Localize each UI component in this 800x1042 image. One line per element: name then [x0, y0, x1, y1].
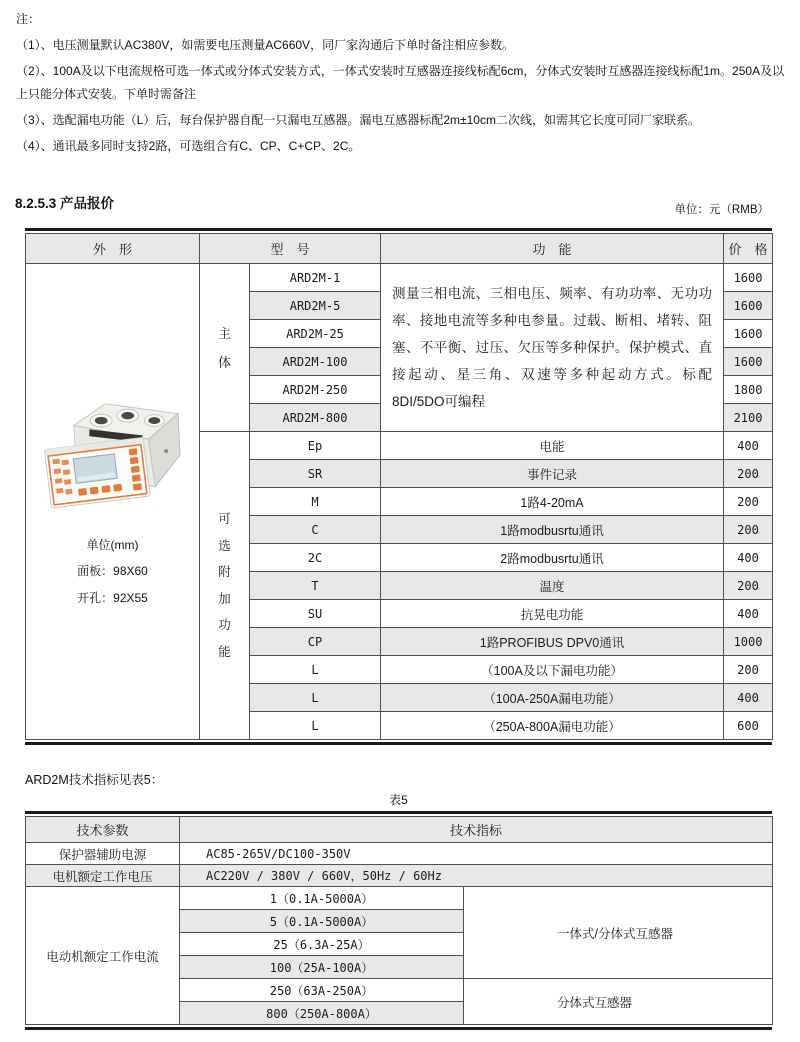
- dimension-unit: 单位(mm): [86, 537, 139, 552]
- model-cell: ARD2M-25: [250, 320, 381, 348]
- price-cell: 1600: [724, 348, 773, 376]
- model-cell: Ep: [250, 432, 381, 460]
- price-cell: 1000: [724, 628, 773, 656]
- group-label-optional-cell: [200, 432, 250, 740]
- price-table-header-row: [26, 234, 773, 264]
- param-cell: 保护器辅助电源: [26, 843, 180, 865]
- price-cell: 200: [724, 460, 773, 488]
- shape-cell: [26, 264, 200, 740]
- model-cell: ARD2M-1: [250, 264, 381, 292]
- param-cell: 电机额定工作电压: [26, 865, 180, 887]
- model-cell: L: [250, 712, 381, 740]
- current-value-cell: 250（63A-250A）: [180, 979, 464, 1002]
- current-label-cell: 电动机额定工作电流: [26, 887, 180, 1025]
- spec-table-wrapper: [25, 811, 772, 1030]
- price-cell: 400: [724, 600, 773, 628]
- price-cell: 400: [724, 684, 773, 712]
- col-header-model: 型 号: [200, 234, 381, 264]
- price-cell: 400: [724, 544, 773, 572]
- spec-table: [25, 816, 773, 1025]
- price-cell: 1600: [724, 320, 773, 348]
- price-table-wrapper: [25, 228, 772, 745]
- dimension-panel: 面板：98X60: [77, 564, 148, 579]
- function-cell: 1路PROFIBUS DPV0通讯: [381, 628, 724, 656]
- col-header-function: 功 能: [381, 234, 724, 264]
- group-label-main: 主体: [217, 325, 231, 370]
- model-cell: T: [250, 572, 381, 600]
- col-header-price: 价 格: [724, 234, 773, 264]
- price-cell: 600: [724, 712, 773, 740]
- current-value-cell: 100（25A-100A）: [180, 956, 464, 979]
- note-line: （1）、电压测量默认AC380V，如需要电压测量AC660V，同厂家沟通后下单时备注相应参数。: [16, 38, 515, 52]
- col-header-value: 技术指标: [180, 817, 773, 843]
- model-cell: SU: [250, 600, 381, 628]
- notes-block: [16, 8, 786, 158]
- group-label-main-cell: [200, 264, 250, 432]
- table-row: [26, 264, 773, 292]
- table-row: [26, 887, 773, 910]
- group-label-optional: 可选附加功能: [218, 512, 231, 659]
- note-line: （4）、通讯最多同时支持2路，可选组合有C、CP、C+CP、2C。: [16, 139, 361, 153]
- model-cell: M: [250, 488, 381, 516]
- model-cell: L: [250, 656, 381, 684]
- function-cell: 1路4-20mA: [381, 488, 724, 516]
- col-header-param: 技术参数: [26, 817, 180, 843]
- product-photo: [44, 394, 182, 516]
- transformer-group-cell: 分体式互感器: [464, 979, 773, 1025]
- note-line: （3）、选配漏电功能（L）后，每台保护器自配一只漏电互感器。漏电互感器标配2m±10cm二次线，如需其它长度可同厂家联系。: [16, 113, 700, 127]
- dimensions-block: [26, 532, 199, 612]
- current-value-cell: 5（0.1A-5000A）: [180, 910, 464, 933]
- model-cell: ARD2M-5: [250, 292, 381, 320]
- section-heading: 8.2.5.3 产品报价: [15, 196, 115, 211]
- model-cell: L: [250, 684, 381, 712]
- function-cell: 温度: [381, 572, 724, 600]
- function-cell: 抗晃电功能: [381, 600, 724, 628]
- model-cell: C: [250, 516, 381, 544]
- price-cell: 1600: [724, 292, 773, 320]
- function-cell: （100A-250A漏电功能）: [381, 684, 724, 712]
- price-table: [25, 233, 773, 740]
- current-value-cell: 800（250A-800A）: [180, 1002, 464, 1025]
- note-line: （2）、100A及以下电流规格可选一体式或分体式安装方式，一体式安装时互感器连接线标配6cm，分体式安装时互感器连接线标配1m。250A及以上只能分体式安装。下单时需备注: [16, 64, 785, 101]
- spec-table-header-row: [26, 817, 773, 843]
- model-cell: ARD2M-250: [250, 376, 381, 404]
- price-cell: 2100: [724, 404, 773, 432]
- model-cell: 2C: [250, 544, 381, 572]
- col-header-shape: 外 形: [26, 234, 200, 264]
- table-caption: 表5: [389, 793, 408, 807]
- function-cell: 1路modbusrtu通讯: [381, 516, 724, 544]
- price-cell: 1800: [724, 376, 773, 404]
- price-cell: 200: [724, 656, 773, 684]
- current-value-cell: 1（0.1A-5000A）: [180, 887, 464, 910]
- model-cell: ARD2M-100: [250, 348, 381, 376]
- price-cell: 200: [724, 488, 773, 516]
- current-value-cell: 25（6.3A-25A）: [180, 933, 464, 956]
- table-row: [26, 843, 773, 865]
- function-cell: （250A-800A漏电功能）: [381, 712, 724, 740]
- value-cell: AC220V / 380V / 660V，50Hz / 60Hz: [180, 865, 773, 887]
- notes-title: 注：: [16, 12, 41, 26]
- price-cell: 400: [724, 432, 773, 460]
- main-function-cell: 测量三相电流、三相电压、频率、有功功率、无功功率、接地电流等多种电参量。过载、断相、堵转、阻塞、不平衡、过压、欠压等多种保护。保护模式、直接起动、星三角、双速等多种起动方式。标配8DI/5DO可编程: [381, 264, 724, 432]
- transformer-group-cell: 一体式/分体式互感器: [464, 887, 773, 979]
- function-cell: 2路modbusrtu通讯: [381, 544, 724, 572]
- model-cell: CP: [250, 628, 381, 656]
- price-cell: 1600: [724, 264, 773, 292]
- table-row: [26, 865, 773, 887]
- function-cell: 电能: [381, 432, 724, 460]
- price-cell: 200: [724, 516, 773, 544]
- price-cell: 200: [724, 572, 773, 600]
- function-cell: 事件记录: [381, 460, 724, 488]
- value-cell: AC85-265V/DC100-350V: [180, 843, 773, 865]
- unit-label: 单位：元（RMB）: [674, 204, 769, 216]
- model-cell: SR: [250, 460, 381, 488]
- dimension-cutout: 开孔：92X55: [77, 590, 148, 605]
- model-cell: ARD2M-800: [250, 404, 381, 432]
- spec-intro: ARD2M技术指标见表5：: [25, 773, 164, 787]
- function-cell: （100A及以下漏电功能）: [381, 656, 724, 684]
